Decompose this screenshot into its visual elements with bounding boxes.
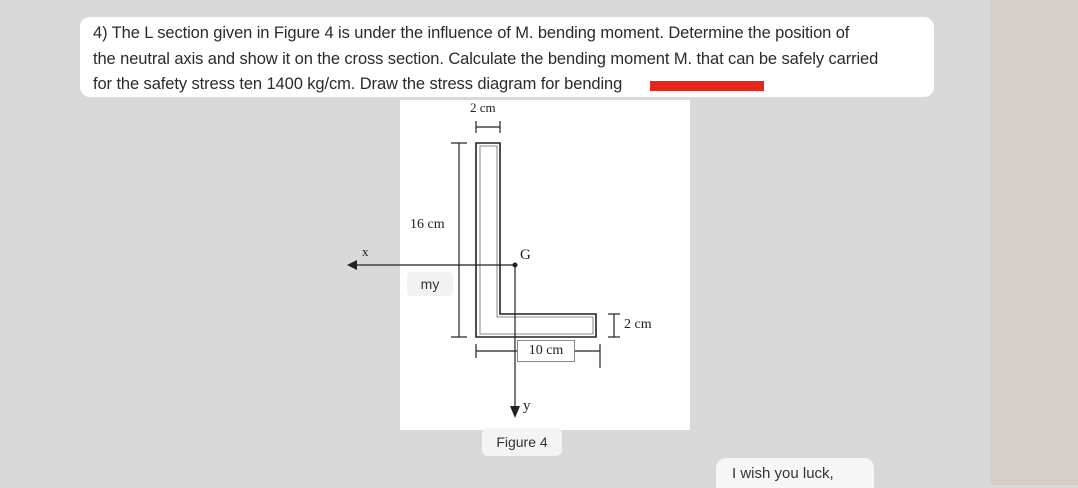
dim-right-label: 2 cm	[624, 317, 652, 332]
question-line-3: for the safety stress ten 1400 kg/cm. Draw the stress diagram for bending	[93, 75, 623, 93]
my-label: my	[407, 272, 453, 296]
dim-height-label: 16 cm	[410, 215, 458, 235]
y-axis-label: y	[523, 398, 531, 414]
x-axis-arrow	[347, 260, 357, 270]
dim-top-label: 2 cm	[470, 100, 496, 115]
footer-message-text: I wish you luck,	[732, 465, 834, 482]
figure-caption: Figure 4	[482, 428, 562, 456]
question-line-1: 4) The L section given in Figure 4 is under the influence of M. bending moment. Determine the position of	[93, 24, 850, 42]
centroid-label: G	[520, 247, 531, 263]
x-axis-label: x	[362, 244, 369, 259]
question-line-2: the neutral axis and show it on the cross section. Calculate the bending moment M. that can be safely carried	[93, 50, 879, 68]
dim-bottom-label: 10 cm	[517, 340, 575, 362]
